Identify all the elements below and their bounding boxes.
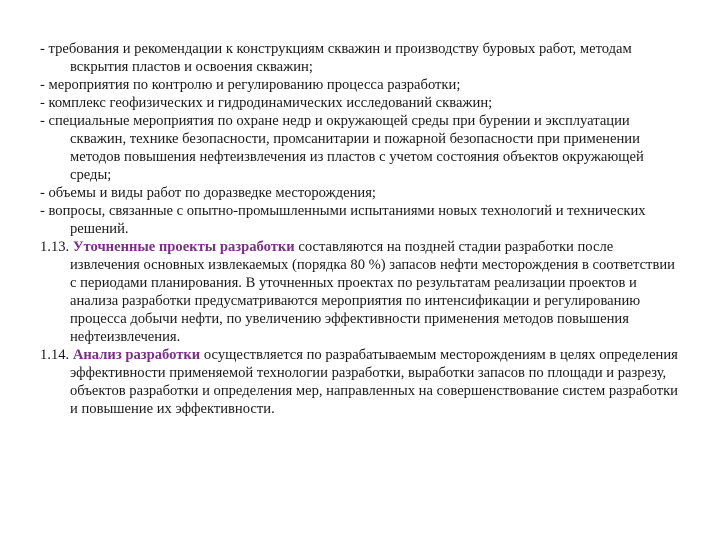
- bullet-item: - мероприятия по контролю и регулированию процесса разработки;: [40, 77, 461, 93]
- section-1-13: [40, 238, 680, 346]
- bullet-item: - объемы и виды работ по доразведке месторождения;: [40, 185, 376, 201]
- bullet-item: - специальные мероприятия по охране недр и окружающей среды при бурении и эксплуатации скважин, технике безопасности, промсанитарии и пожарной безопасности при применении методов повышения нефтеизвлечения из пластов с учетом состояния объектов окружающей среды;: [40, 113, 644, 183]
- section-number: 1.13.: [40, 239, 73, 255]
- bullet-item: - комплекс геофизических и гидродинамических исследований скважин;: [40, 95, 493, 111]
- section-term: Уточненные проекты разработки: [72, 239, 295, 255]
- document-body: [40, 40, 680, 418]
- section-1-14: [40, 346, 680, 418]
- bullet-item: - требования и рекомендации к конструкциям скважин и производству буровых работ, методам вскрытия пластов и освоения скважин;: [40, 41, 632, 75]
- section-term: Анализ разработки: [72, 347, 201, 363]
- section-text: осуществляется по разрабатываемым месторождениям в целях определения эффективности применяемой технологии разработки, выработки запасов по площади и разрезу, объектов разработки и определения мер, направленных на совершенствование систем разработки и повышение их эффективности.: [70, 347, 678, 417]
- section-number: 1.14.: [40, 347, 73, 363]
- bullet-item: - вопросы, связанные с опытно-промышленными испытаниями новых технологий и технических решений.: [40, 203, 646, 237]
- section-text: составляются на поздней стадии разработки после извлечения основных извлекаемых (порядка 80 %) запасов нефти месторождения в соответствии с периодами планирования. В уточненных проектах по результатам реализации проектов и анализа разработки предусматриваются мероприятия по интенсификации и регулированию процесса добычи нефти, по увеличению эффективности применения методов повышения нефтеизвлечения.: [70, 239, 675, 345]
